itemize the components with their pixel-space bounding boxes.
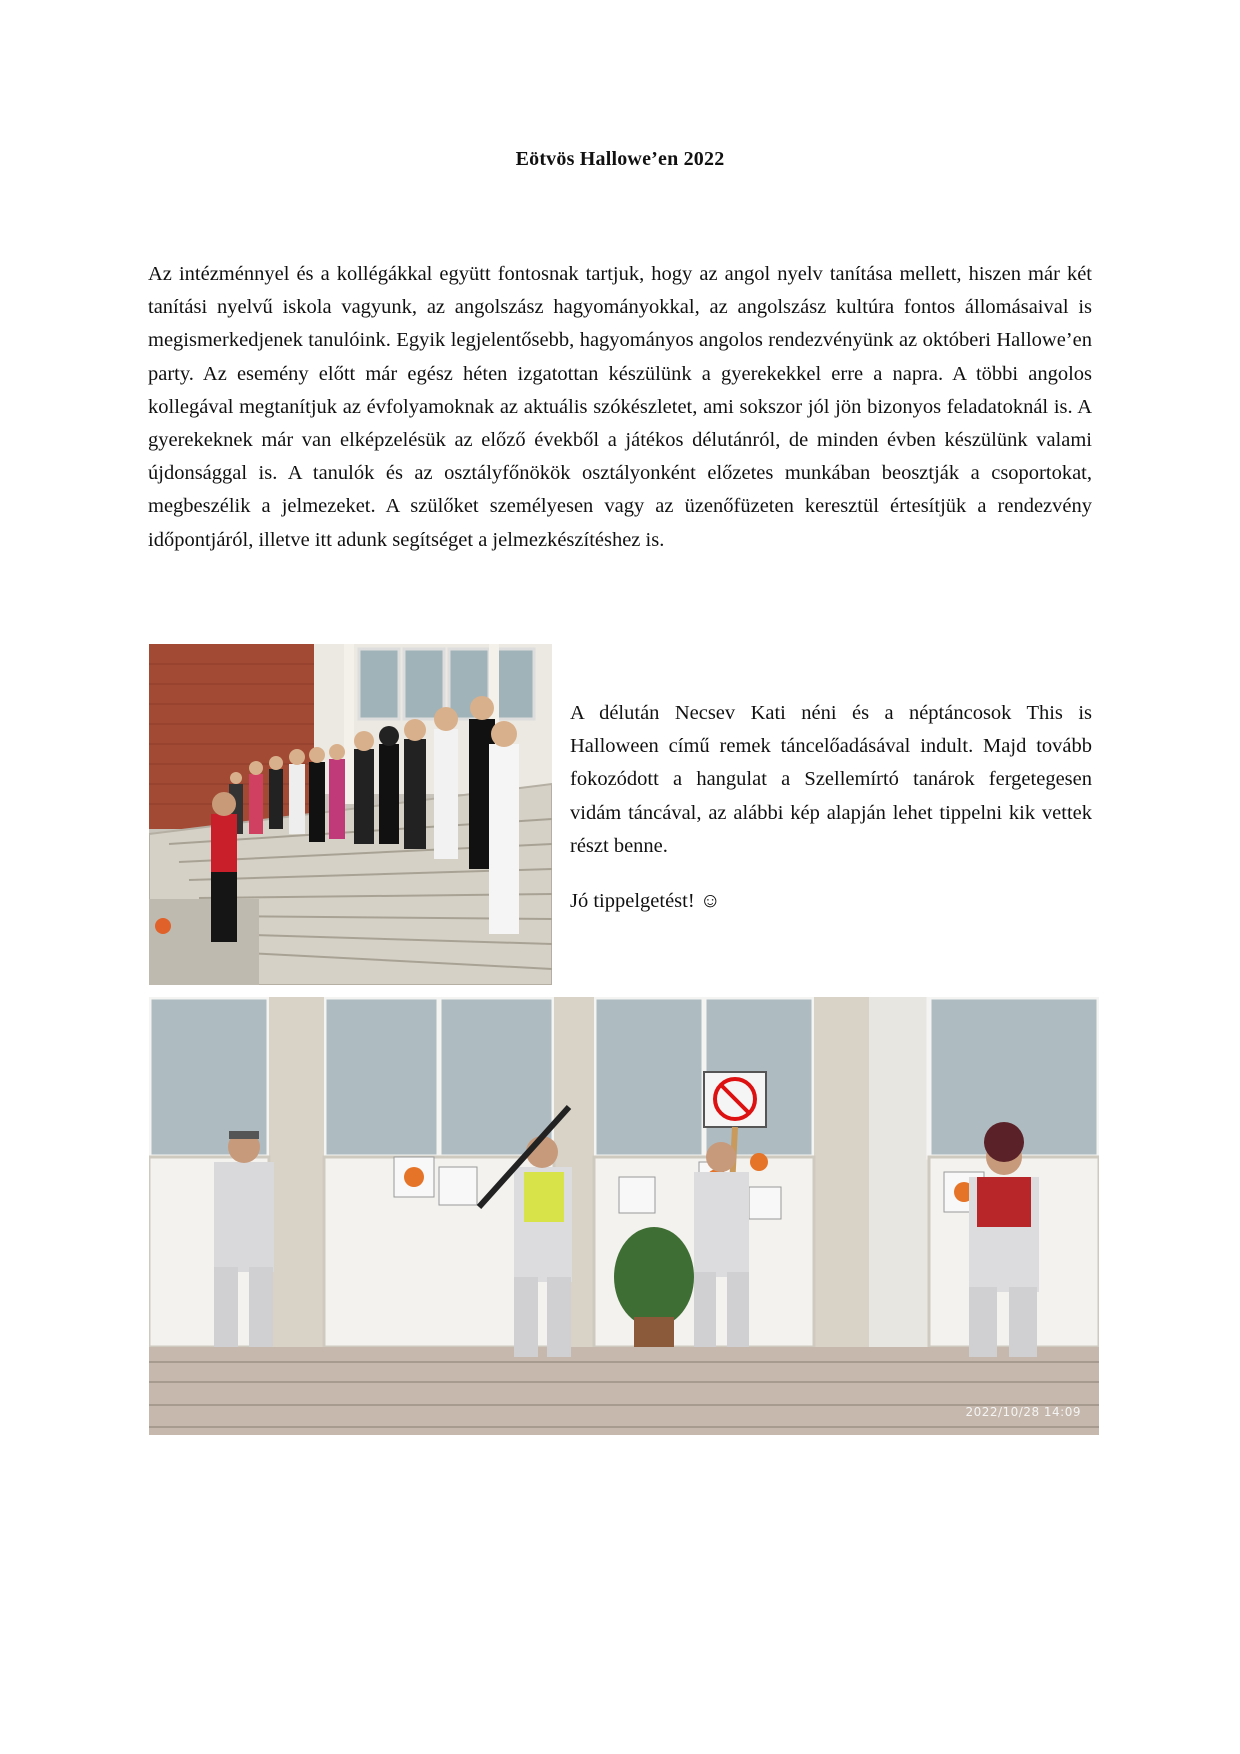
- side-paragraph: A délután Necsev Kati néni és a néptáncosok This is Halloween című remek táncelőadásával indult. Majd tovább fokozódott a hangulat a Szellemírtó tanárok fergetegesen vidám táncával, az alábbi kép alapján lehet tippelni kik vettek részt benne.: [570, 702, 1092, 857]
- photo-children-on-stairs: [149, 644, 552, 985]
- photo-ghostbusters-dance: [149, 997, 1099, 1435]
- closing-line: Jó tippelgetést! ☺: [570, 890, 721, 913]
- document-title: Eötvös Hallowe’en 2022: [515, 148, 725, 170]
- photo-timestamp: 2022/10/28 14:09: [965, 1405, 1081, 1419]
- side-text-block: [570, 697, 1092, 918]
- intro-paragraph: Az intézménnyel és a kollégákkal együtt fontosnak tartjuk, hogy az angol nyelv tanítása mellett, hiszen már két tanítási nyelvű iskola vagyunk, az angolszász hagyományokkal, az angolszász kultúra fontos állomásaival is megismerkedjenek tanulóink. Egyik legjelentősebb, hagyományos angolos rendezvényünk az októberi Hallowe’en party. Az esemény előtt már egész héten izgatottan készülünk a gyerekekkel erre a napra. A többi angolos kollegával megtanítjuk az évfolyamoknak az aktuális szókészletet, ami sokszor jól jön bizonyos feladatoknál is. A gyerekeknek már van elképzelésük az előző évekből a játékos délutánról, de minden évben készülünk valami újdonsággal is. A tanulók és az osztályfőnökök osztályonként előzetes munkában beosztják a csoportokat, megbeszélik a jelmezeket. A szülőket személyesen vagy az üzenőfüzeten keresztül értesítjük a rendezvény időpontjáról, illetve itt adunk segítséget a jelmezkészítéshez is.: [148, 263, 1092, 551]
